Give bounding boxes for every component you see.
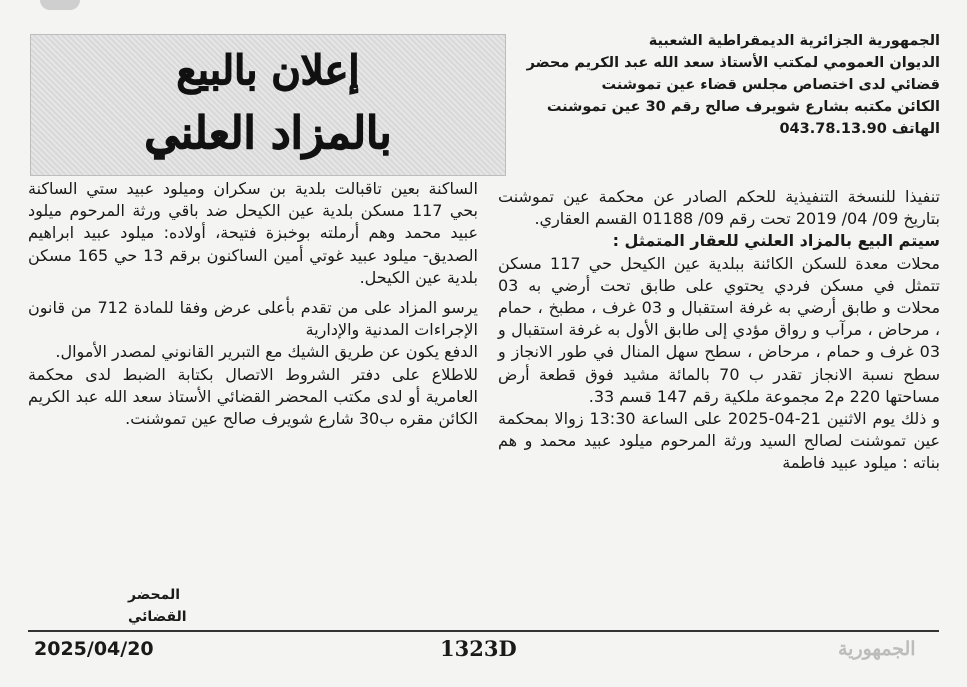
right-text-column	[498, 186, 940, 475]
footer-date: 2025/04/20	[34, 638, 154, 660]
paragraph-conditions-info: للاطلاع على دفتر الشروط الاتصال بكتابة الضبط لدى محكمة العامرية أو لدى مكتب المحضر القضائي الأستاذ سعد الله عبد الكريم الكائن مقره ب30 شارع شويرف صالح عين تموشنت.	[28, 364, 478, 429]
paragraph-sale-intro: سيتم البيع بالمزاد العلني للعقار المتمثل :	[612, 231, 940, 251]
paragraph-execution-order: تنفيذا للنسخة التنفيذية للحكم الصادر عن محكمة عين تموشنت بتاريخ 09/ 04/ 2019 تحت رقم 09/ 01188 القسم العقاري.	[498, 187, 940, 229]
footer-divider	[28, 630, 939, 632]
header-line-jurisdiction: قضائي لدى اختصاص مجلس قضاء عين تموشنت	[601, 77, 940, 93]
paragraph-payment: الدفع يكون عن طريق الشيك مع التبرير القانوني لمصدر الأموال.	[55, 342, 478, 362]
paragraph-parties: الساكنة بعين تاقبالت بلدية بن سكران وميلود عبيد ستي الساكنة بحي 117 مسكن بلدية عين الكيحل ضد باقي ورثة المرحوم ميلود عبيد محمد وهم أرملته بوخبزة فتيحة، أولاده: ميلود عبيد ابراهيم الصديق- ميلود عبيد غوتي أمين الساكنون برقم 13 حي 165 مسكن بلدية عين الكيحل.	[28, 179, 479, 287]
header-line-republic: الجمهورية الجزائرية الديمقراطية الشعبية	[648, 33, 940, 49]
paragraph-auction-terms: يرسو المزاد على من تقدم بأعلى عرض وفقا للمادة 712 من قانون الإجراءات المدنية والإدارية	[28, 298, 478, 340]
ad-title-box	[30, 34, 506, 176]
footer-ad-code: 1323D	[440, 636, 517, 661]
left-text-column	[28, 178, 479, 626]
header-line-address: الكائن مكتبه بشارع شويرف صالح رقم 30 عين تموشنت	[546, 99, 940, 115]
header-line-phone: الهاتف 043.78.13.90	[779, 121, 940, 137]
signature-bailiff: المحضر القضائي	[128, 587, 187, 626]
ad-header	[520, 30, 940, 140]
ad-title-line-2: بالمزاد العلني	[144, 108, 392, 159]
paragraph-sale-date: و ذلك يوم الاثنين 21-04-2025 على الساعة 13:30 زوالا بمحكمة عين تموشنت لصالح السيد ورثة المرحوم ميلود عبيد محمد و هم بناته : ميلود عبيد فاطمة	[498, 409, 941, 473]
paragraph-property-description: محلات معدة للسكن الكائنة ببلدية عين الكيحل حي 117 مسكن تتمثل في مسكن فردي يحتوي على طابق تحت أرضي به 03 محلات و طابق أرضي به غرفة استقبال و 03 غرف ، مطبخ ، حمام ، مرحاض ، مرآب و رواق مؤدي إلى طابق الأول به غرفة استقبال و 03 غرف و حمام ، مرحاض ، سطح سهل المنال في طور الانجاز و سطح نسبة الانجاز تقدر ب 70 بالمائة مشيد فوق قطعة أرض مساحتها 220 م2 مجموعة ملكية رقم 147 قسم 33.	[498, 253, 941, 406]
newspaper-logo: الجمهورية	[838, 638, 916, 660]
header-line-office: الديوان العمومي لمكتب الأستاذ سعد الله عبد الكريم محضر	[526, 55, 940, 71]
ad-title-line-1: إعلان بالبيع	[176, 47, 360, 94]
page-edge-mark	[40, 0, 80, 10]
